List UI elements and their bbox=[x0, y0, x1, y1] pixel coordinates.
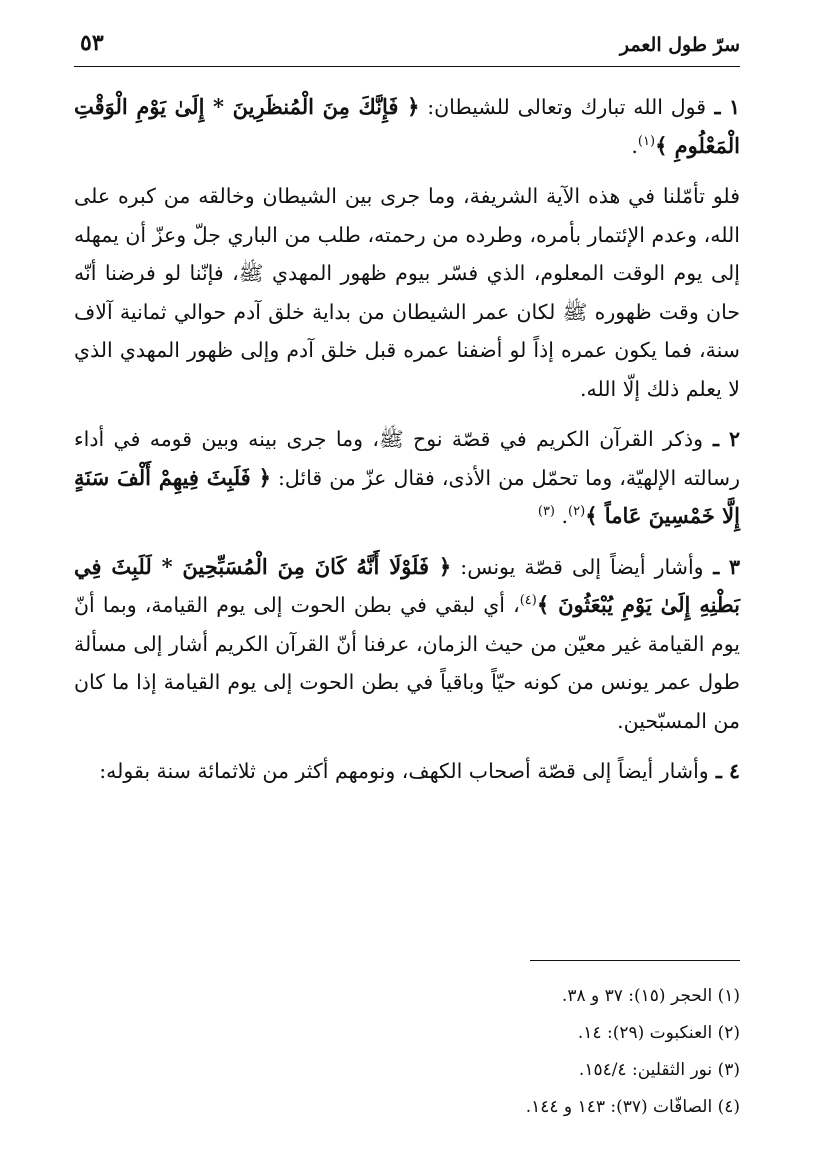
paragraph bbox=[74, 752, 740, 791]
paragraph-text: قول الله تبارك وتعالى للشيطان: bbox=[419, 95, 707, 119]
footnotes bbox=[74, 978, 740, 1126]
paragraph bbox=[74, 88, 740, 165]
paragraph-text: . bbox=[555, 504, 569, 528]
quran-verse: ﴿ فَإِنَّكَ مِنَ الْمُنظَرِينَ * إِلَىٰ يَوْمِ الْوَقْتِ الْمَعْلُومِ ﴾ bbox=[74, 94, 740, 158]
main-text bbox=[74, 88, 740, 803]
paragraph bbox=[74, 548, 740, 741]
page-number: ٥٣ bbox=[80, 30, 104, 56]
footnote: (٣) نور الثقلين: ١٥٤/٤. bbox=[578, 1060, 740, 1080]
paragraph-text: . bbox=[631, 133, 638, 158]
paragraph-text: وأشار أيضاً إلى قصّة أصحاب الكهف، ونومهم أكثر من ثلاثمائة سنة بقوله: bbox=[99, 759, 709, 783]
item-number: ٢ ـ bbox=[703, 427, 741, 451]
paragraph-text: ، أي لبقي في بطن الحوت إلى يوم القيامة، وبما أنّ يوم القيامة غير معيّن من حيث الزمان، عرفنا أنّ القرآن الكريم أشار إلى مسألة طول عمر يونس من كونه حيّاً وباقياً في بطن الحوت إلى يوم القيامة إذا ما كان من المسبّحين. bbox=[74, 593, 740, 733]
footnote-ref: (٣) bbox=[537, 504, 555, 520]
running-header bbox=[74, 30, 740, 64]
item-number: ٤ ـ bbox=[708, 759, 740, 783]
footnote-ref: (١) bbox=[637, 133, 656, 149]
running-title: سرّ طول العمر bbox=[619, 34, 740, 56]
paragraph-text: وأشار أيضاً إلى قصّة يونس: bbox=[451, 554, 704, 579]
footnote: (٢) العنكبوت (٢٩): ١٤. bbox=[577, 1023, 740, 1043]
paragraph bbox=[74, 420, 740, 536]
paragraph bbox=[74, 177, 740, 408]
footnote-ref: (٢) bbox=[568, 504, 586, 520]
item-number: ١ ـ bbox=[706, 95, 740, 119]
footnote-divider bbox=[530, 960, 740, 961]
footnote-ref: (٤) bbox=[519, 593, 537, 609]
quran-verse: ﴿ فَلَبِثَ فِيهِمْ أَلْفَ سَنَةٍ إِلَّا خَمْسِينَ عَاماً ﴾ bbox=[74, 464, 740, 528]
paragraph-text: وذكر القرآن الكريم في قصّة نوح ﷺ، وما جرى بينه وبين قومه في أداء رسالته الإلهيّة، وما تحمّل من الأذى، فقال عزّ من قائل: bbox=[74, 427, 740, 490]
footnote: (١) الحجر (١٥): ٣٧ و ٣٨. bbox=[561, 986, 740, 1006]
item-number: ٣ ـ bbox=[703, 554, 740, 579]
header-divider bbox=[74, 66, 740, 67]
footnote: (٤) الصافّات (٣٧): ١٤٣ و ١٤٤. bbox=[525, 1097, 740, 1117]
quran-verse: ﴿ فَلَوْلَا أَنَّهُ كَانَ مِنَ الْمُسَبِّحِينَ * لَلَبِثَ فِي بَطْنِهِ إِلَىٰ يَوْمِ يُبْعَثُونَ ﴾ bbox=[74, 553, 740, 617]
paragraph-text: فلو تأمّلنا في هذه الآية الشريفة، وما جرى بين الشيطان وخالقه من كبره على الله، وعدم الإئتمار بأمره، وطرده من رحمته، طلب من الباري جلّ وعزّ أن يمهله إلى يوم الوقت المعلوم، الذي فسّر بيوم ظهور المهدي ﷺ، فإنّنا لو فرضنا أنّه حان وقت ظهوره ﷺ لكان عمر الشيطان من بداية خلق آدم حوالي ثمانية آلاف سنة، فما يكون عمره إذاً لو أضفنا عمره قبل خلق آدم وإلى ظهور المهدي الذي لا يعلم ذلك إلّا الله. bbox=[74, 184, 740, 401]
